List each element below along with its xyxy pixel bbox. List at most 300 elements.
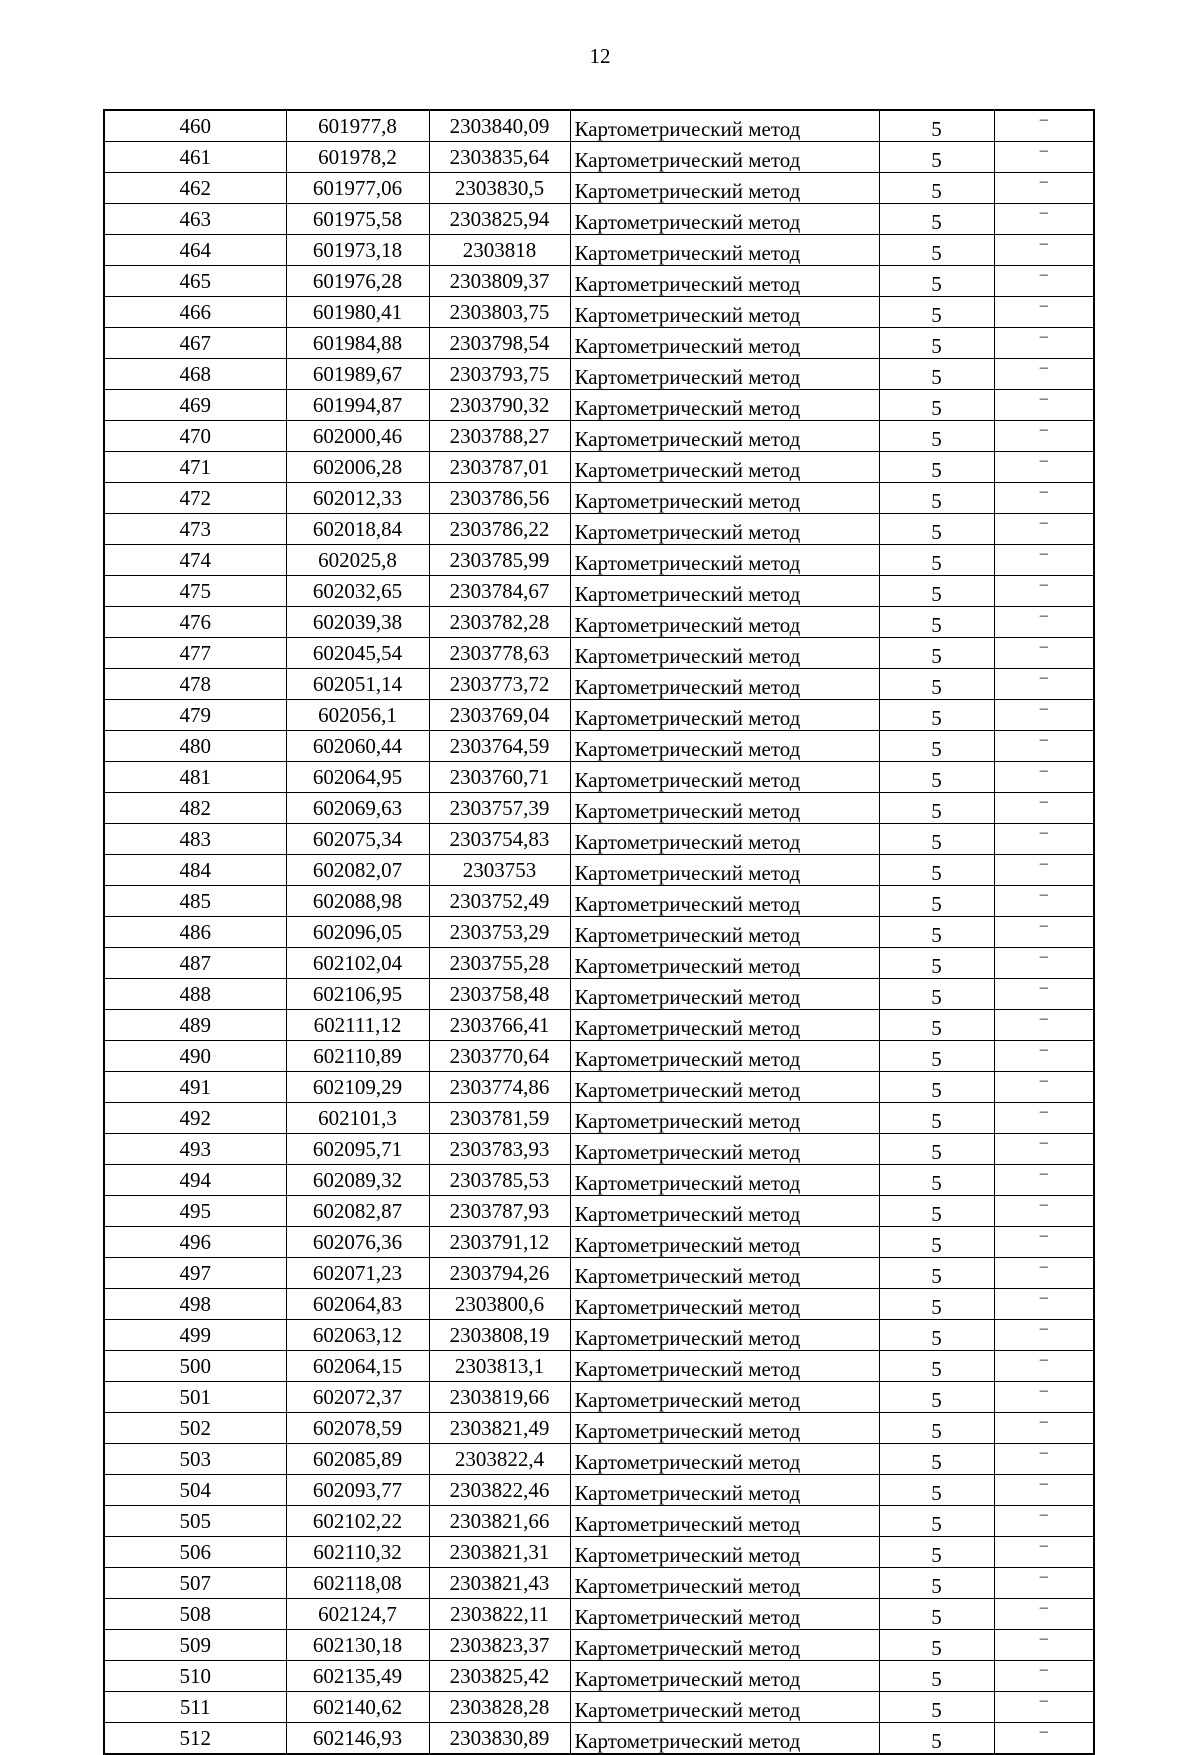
method-cell: Картометрический метод [570,297,879,328]
table-row [104,483,1094,514]
x-coordinate-cell: 602085,89 [286,1444,429,1475]
accuracy-cell: 5 [879,1599,994,1630]
y-coordinate-cell: 2303825,42 [429,1661,570,1692]
description-cell: – [994,607,1094,638]
description-cell: – [994,328,1094,359]
table-row [104,1692,1094,1723]
y-coordinate-cell: 2303821,43 [429,1568,570,1599]
x-coordinate-cell: 602109,29 [286,1072,429,1103]
method-cell: Картометрический метод [570,359,879,390]
table-row [104,421,1094,452]
y-coordinate-cell: 2303818 [429,235,570,266]
y-coordinate-cell: 2303758,48 [429,979,570,1010]
description-cell: – [994,917,1094,948]
table-row [104,1723,1094,1755]
point-number-cell: 475 [104,576,286,607]
description-cell: – [994,1289,1094,1320]
accuracy-cell: 5 [879,328,994,359]
description-cell: – [994,793,1094,824]
table-row [104,390,1094,421]
x-coordinate-cell: 602082,07 [286,855,429,886]
method-cell: Картометрический метод [570,1010,879,1041]
table-row [104,1444,1094,1475]
table-row [104,793,1094,824]
x-coordinate-cell: 602060,44 [286,731,429,762]
description-cell: – [994,235,1094,266]
point-number-cell: 485 [104,886,286,917]
point-number-cell: 478 [104,669,286,700]
point-number-cell: 474 [104,545,286,576]
y-coordinate-cell: 2303755,28 [429,948,570,979]
x-coordinate-cell: 602064,95 [286,762,429,793]
accuracy-cell: 5 [879,1072,994,1103]
point-number-cell: 470 [104,421,286,452]
accuracy-cell: 5 [879,1661,994,1692]
description-cell: – [994,1506,1094,1537]
y-coordinate-cell: 2303823,37 [429,1630,570,1661]
table-row [104,669,1094,700]
y-coordinate-cell: 2303766,41 [429,1010,570,1041]
x-coordinate-cell: 601977,8 [286,110,429,142]
point-number-cell: 469 [104,390,286,421]
description-cell: – [994,1320,1094,1351]
x-coordinate-cell: 602111,12 [286,1010,429,1041]
description-cell: – [994,1103,1094,1134]
accuracy-cell: 5 [879,1041,994,1072]
y-coordinate-cell: 2303819,66 [429,1382,570,1413]
x-coordinate-cell: 601976,28 [286,266,429,297]
point-number-cell: 509 [104,1630,286,1661]
point-number-cell: 490 [104,1041,286,1072]
x-coordinate-cell: 602096,05 [286,917,429,948]
table-row [104,1537,1094,1568]
accuracy-cell: 5 [879,1692,994,1723]
point-number-cell: 467 [104,328,286,359]
method-cell: Картометрический метод [570,1196,879,1227]
accuracy-cell: 5 [879,1196,994,1227]
accuracy-cell: 5 [879,855,994,886]
y-coordinate-cell: 2303821,49 [429,1413,570,1444]
y-coordinate-cell: 2303760,71 [429,762,570,793]
point-number-cell: 461 [104,142,286,173]
accuracy-cell: 5 [879,514,994,545]
accuracy-cell: 5 [879,731,994,762]
accuracy-cell: 5 [879,917,994,948]
method-cell: Картометрический метод [570,1413,879,1444]
method-cell: Картометрический метод [570,204,879,235]
method-cell: Картометрический метод [570,1134,879,1165]
x-coordinate-cell: 602075,34 [286,824,429,855]
point-number-cell: 501 [104,1382,286,1413]
y-coordinate-cell: 2303788,27 [429,421,570,452]
method-cell: Картометрический метод [570,700,879,731]
description-cell: – [994,297,1094,328]
y-coordinate-cell: 2303821,31 [429,1537,570,1568]
x-coordinate-cell: 602093,77 [286,1475,429,1506]
table-row [104,142,1094,173]
table-row [104,173,1094,204]
description-cell: – [994,638,1094,669]
y-coordinate-cell: 2303786,22 [429,514,570,545]
method-cell: Картометрический метод [570,1661,879,1692]
method-cell: Картометрический метод [570,1506,879,1537]
description-cell: – [994,266,1094,297]
description-cell: – [994,669,1094,700]
table-row [104,514,1094,545]
description-cell: – [994,204,1094,235]
method-cell: Картометрический метод [570,576,879,607]
y-coordinate-cell: 2303753 [429,855,570,886]
table-row [104,1072,1094,1103]
point-number-cell: 499 [104,1320,286,1351]
method-cell: Картометрический метод [570,917,879,948]
description-cell: – [994,421,1094,452]
method-cell: Картометрический метод [570,1475,879,1506]
method-cell: Картометрический метод [570,886,879,917]
method-cell: Картометрический метод [570,793,879,824]
accuracy-cell: 5 [879,1382,994,1413]
point-number-cell: 476 [104,607,286,638]
point-number-cell: 489 [104,1010,286,1041]
table-row [104,886,1094,917]
point-number-cell: 507 [104,1568,286,1599]
description-cell: – [994,1258,1094,1289]
y-coordinate-cell: 2303757,39 [429,793,570,824]
table-row [104,917,1094,948]
method-cell: Картометрический метод [570,1072,879,1103]
accuracy-cell: 5 [879,1413,994,1444]
y-coordinate-cell: 2303800,6 [429,1289,570,1320]
accuracy-cell: 5 [879,297,994,328]
description-cell: – [994,979,1094,1010]
accuracy-cell: 5 [879,142,994,173]
point-number-cell: 466 [104,297,286,328]
point-number-cell: 463 [104,204,286,235]
y-coordinate-cell: 2303773,72 [429,669,570,700]
point-number-cell: 473 [104,514,286,545]
method-cell: Картометрический метод [570,514,879,545]
method-cell: Картометрический метод [570,1444,879,1475]
x-coordinate-cell: 602095,71 [286,1134,429,1165]
x-coordinate-cell: 601980,41 [286,297,429,328]
description-cell: – [994,1599,1094,1630]
table-row [104,731,1094,762]
description-cell: – [994,142,1094,173]
point-number-cell: 496 [104,1227,286,1258]
y-coordinate-cell: 2303770,64 [429,1041,570,1072]
y-coordinate-cell: 2303830,89 [429,1723,570,1755]
accuracy-cell: 5 [879,638,994,669]
x-coordinate-cell: 602135,49 [286,1661,429,1692]
method-cell: Картометрический метод [570,1351,879,1382]
description-cell: – [994,576,1094,607]
table-row [104,576,1094,607]
point-number-cell: 465 [104,266,286,297]
accuracy-cell: 5 [879,1568,994,1599]
x-coordinate-cell: 602102,22 [286,1506,429,1537]
y-coordinate-cell: 2303787,01 [429,452,570,483]
x-coordinate-cell: 602006,28 [286,452,429,483]
table-row [104,1475,1094,1506]
table-row [104,1351,1094,1382]
x-coordinate-cell: 602063,12 [286,1320,429,1351]
point-number-cell: 511 [104,1692,286,1723]
point-number-cell: 495 [104,1196,286,1227]
y-coordinate-cell: 2303794,26 [429,1258,570,1289]
x-coordinate-cell: 602078,59 [286,1413,429,1444]
point-number-cell: 498 [104,1289,286,1320]
description-cell: – [994,1630,1094,1661]
table-row [104,1506,1094,1537]
x-coordinate-cell: 602039,38 [286,607,429,638]
accuracy-cell: 5 [879,421,994,452]
accuracy-cell: 5 [879,204,994,235]
accuracy-cell: 5 [879,979,994,1010]
method-cell: Картометрический метод [570,731,879,762]
accuracy-cell: 5 [879,390,994,421]
accuracy-cell: 5 [879,576,994,607]
accuracy-cell: 5 [879,1506,994,1537]
y-coordinate-cell: 2303786,56 [429,483,570,514]
point-number-cell: 493 [104,1134,286,1165]
table-row [104,1630,1094,1661]
accuracy-cell: 5 [879,1165,994,1196]
table-row [104,948,1094,979]
accuracy-cell: 5 [879,1475,994,1506]
y-coordinate-cell: 2303783,93 [429,1134,570,1165]
method-cell: Картометрический метод [570,1227,879,1258]
method-cell: Картометрический метод [570,545,879,576]
coordinates-table-body [104,110,1094,1754]
x-coordinate-cell: 602146,93 [286,1723,429,1755]
table-row [104,204,1094,235]
y-coordinate-cell: 2303785,99 [429,545,570,576]
accuracy-cell: 5 [879,1723,994,1755]
method-cell: Картометрический метод [570,328,879,359]
method-cell: Картометрический метод [570,1599,879,1630]
x-coordinate-cell: 602072,37 [286,1382,429,1413]
accuracy-cell: 5 [879,1351,994,1382]
description-cell: – [994,1351,1094,1382]
point-number-cell: 508 [104,1599,286,1630]
x-coordinate-cell: 602064,15 [286,1351,429,1382]
table-row [104,1134,1094,1165]
accuracy-cell: 5 [879,1289,994,1320]
method-cell: Картометрический метод [570,762,879,793]
point-number-cell: 480 [104,731,286,762]
description-cell: – [994,359,1094,390]
table-row [104,1382,1094,1413]
method-cell: Картометрический метод [570,1041,879,1072]
table-row [104,979,1094,1010]
x-coordinate-cell: 602025,8 [286,545,429,576]
table-row [104,452,1094,483]
method-cell: Картометрический метод [570,110,879,142]
description-cell: – [994,855,1094,886]
x-coordinate-cell: 602032,65 [286,576,429,607]
y-coordinate-cell: 2303840,09 [429,110,570,142]
description-cell: – [994,731,1094,762]
table-row [104,328,1094,359]
table-row [104,1289,1094,1320]
method-cell: Картометрический метод [570,235,879,266]
accuracy-cell: 5 [879,886,994,917]
method-cell: Картометрический метод [570,173,879,204]
table-row [104,297,1094,328]
point-number-cell: 492 [104,1103,286,1134]
accuracy-cell: 5 [879,700,994,731]
x-coordinate-cell: 602101,3 [286,1103,429,1134]
table-row [104,638,1094,669]
y-coordinate-cell: 2303822,46 [429,1475,570,1506]
table-row [104,1568,1094,1599]
description-cell: – [994,483,1094,514]
method-cell: Картометрический метод [570,979,879,1010]
table-row [104,824,1094,855]
y-coordinate-cell: 2303825,94 [429,204,570,235]
x-coordinate-cell: 602051,14 [286,669,429,700]
point-number-cell: 484 [104,855,286,886]
accuracy-cell: 5 [879,1537,994,1568]
description-cell: – [994,1196,1094,1227]
y-coordinate-cell: 2303752,49 [429,886,570,917]
x-coordinate-cell: 602124,7 [286,1599,429,1630]
method-cell: Картометрический метод [570,607,879,638]
description-cell: – [994,948,1094,979]
description-cell: – [994,1475,1094,1506]
accuracy-cell: 5 [879,266,994,297]
x-coordinate-cell: 601977,06 [286,173,429,204]
point-number-cell: 487 [104,948,286,979]
point-number-cell: 483 [104,824,286,855]
point-number-cell: 471 [104,452,286,483]
point-number-cell: 506 [104,1537,286,1568]
accuracy-cell: 5 [879,110,994,142]
point-number-cell: 477 [104,638,286,669]
x-coordinate-cell: 602000,46 [286,421,429,452]
description-cell: – [994,1537,1094,1568]
table-row [104,1599,1094,1630]
description-cell: – [994,824,1094,855]
accuracy-cell: 5 [879,1630,994,1661]
method-cell: Картометрический метод [570,1630,879,1661]
x-coordinate-cell: 602106,95 [286,979,429,1010]
x-coordinate-cell: 602110,32 [286,1537,429,1568]
table-row [104,1196,1094,1227]
y-coordinate-cell: 2303764,59 [429,731,570,762]
x-coordinate-cell: 601975,58 [286,204,429,235]
x-coordinate-cell: 602069,63 [286,793,429,824]
point-number-cell: 460 [104,110,286,142]
point-number-cell: 488 [104,979,286,1010]
x-coordinate-cell: 602012,33 [286,483,429,514]
accuracy-cell: 5 [879,483,994,514]
table-row [104,1010,1094,1041]
point-number-cell: 497 [104,1258,286,1289]
point-number-cell: 479 [104,700,286,731]
y-coordinate-cell: 2303791,12 [429,1227,570,1258]
method-cell: Картометрический метод [570,1103,879,1134]
coordinates-table [103,109,1095,1755]
point-number-cell: 500 [104,1351,286,1382]
method-cell: Картометрический метод [570,1568,879,1599]
method-cell: Картометрический метод [570,421,879,452]
description-cell: – [994,1692,1094,1723]
y-coordinate-cell: 2303785,53 [429,1165,570,1196]
x-coordinate-cell: 602076,36 [286,1227,429,1258]
point-number-cell: 491 [104,1072,286,1103]
point-number-cell: 481 [104,762,286,793]
description-cell: – [994,1010,1094,1041]
y-coordinate-cell: 2303803,75 [429,297,570,328]
method-cell: Картометрический метод [570,390,879,421]
x-coordinate-cell: 602082,87 [286,1196,429,1227]
x-coordinate-cell: 602118,08 [286,1568,429,1599]
table-row [104,1041,1094,1072]
x-coordinate-cell: 602064,83 [286,1289,429,1320]
accuracy-cell: 5 [879,1227,994,1258]
table-row [104,1320,1094,1351]
x-coordinate-cell: 602056,1 [286,700,429,731]
point-number-cell: 502 [104,1413,286,1444]
table-row [104,855,1094,886]
y-coordinate-cell: 2303828,28 [429,1692,570,1723]
accuracy-cell: 5 [879,1258,994,1289]
description-cell: – [994,886,1094,917]
accuracy-cell: 5 [879,1134,994,1165]
method-cell: Картометрический метод [570,483,879,514]
table-row [104,545,1094,576]
description-cell: – [994,1444,1094,1475]
point-number-cell: 482 [104,793,286,824]
accuracy-cell: 5 [879,545,994,576]
x-coordinate-cell: 602110,89 [286,1041,429,1072]
y-coordinate-cell: 2303753,29 [429,917,570,948]
point-number-cell: 503 [104,1444,286,1475]
x-coordinate-cell: 601978,2 [286,142,429,173]
x-coordinate-cell: 602130,18 [286,1630,429,1661]
point-number-cell: 494 [104,1165,286,1196]
table-row [104,1413,1094,1444]
description-cell: – [994,762,1094,793]
accuracy-cell: 5 [879,1444,994,1475]
description-cell: – [994,700,1094,731]
table-row [104,700,1094,731]
table-row [104,607,1094,638]
y-coordinate-cell: 2303808,19 [429,1320,570,1351]
accuracy-cell: 5 [879,948,994,979]
table-row [104,1227,1094,1258]
description-cell: – [994,1134,1094,1165]
description-cell: – [994,1165,1094,1196]
point-number-cell: 504 [104,1475,286,1506]
y-coordinate-cell: 2303793,75 [429,359,570,390]
y-coordinate-cell: 2303813,1 [429,1351,570,1382]
description-cell: – [994,1413,1094,1444]
description-cell: – [994,1723,1094,1755]
method-cell: Картометрический метод [570,1692,879,1723]
method-cell: Картометрический метод [570,1165,879,1196]
method-cell: Картометрический метод [570,1320,879,1351]
table-row [104,266,1094,297]
table-row [104,762,1094,793]
description-cell: – [994,390,1094,421]
y-coordinate-cell: 2303787,93 [429,1196,570,1227]
description-cell: – [994,1382,1094,1413]
y-coordinate-cell: 2303782,28 [429,607,570,638]
y-coordinate-cell: 2303822,11 [429,1599,570,1630]
x-coordinate-cell: 601989,67 [286,359,429,390]
